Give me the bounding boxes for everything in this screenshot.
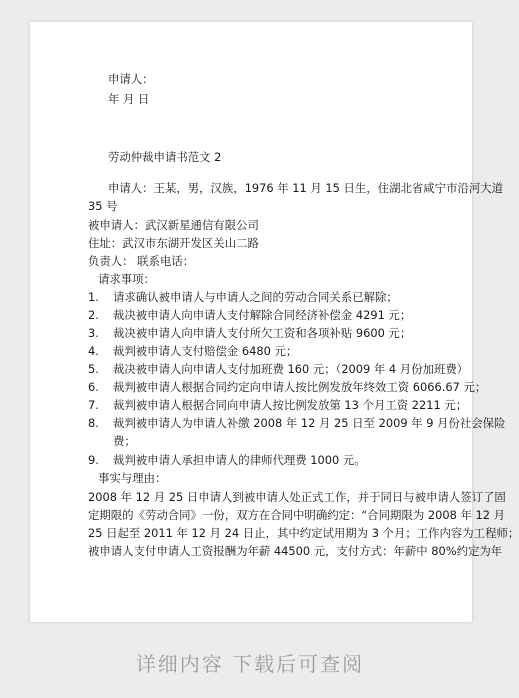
request-item-num: 9. (88, 453, 99, 467)
request-item-continuation: 费； (113, 434, 136, 448)
respondent-address: 住址：武汉市东湖开发区关山二路 (88, 236, 259, 250)
facts-heading: 事实与理由： (98, 471, 167, 485)
signature-date-label: 年 月 日 (108, 92, 150, 106)
download-hint[interactable]: 详细内容 下载后可查阅 (135, 652, 365, 676)
request-item-text: 裁决被申请人向申请人支付加班费 160 元；（2009 年 4 月份加班费） (113, 362, 469, 376)
request-item-num: 4. (88, 344, 99, 358)
facts-line: 定期限的《劳动合同》一份，双方在合同中明确约定：“合同期限为 2008 年 12 月 (88, 508, 505, 522)
facts-line: 25 日起至 2011 年 12 月 24 日止，其中约定试用期为 3 个月；工作内容为工程师； (88, 526, 519, 540)
applicant-line-2: 35 号 (88, 199, 118, 213)
request-item-text: 请求确认被申请人与申请人之间的劳动合同关系已解除； (113, 290, 398, 304)
request-item-text: 裁决被申请人向申请人支付解除合同经济补偿金 4291 元； (113, 308, 412, 322)
request-item-num: 5. (88, 362, 99, 376)
request-item-text: 裁判被申请人根据合同约定向申请人按比例发放年终效工资 6066.67 元； (113, 380, 487, 394)
respondent-name: 被申请人：武汉新星通信有限公司 (88, 218, 259, 232)
request-item-text: 裁判被申请人为申请人补缴 2008 年 12 月 25 日至 2009 年 9 月份社会保险 (113, 416, 506, 430)
request-item-text: 裁决被申请人向申请人支付所欠工资和各项补贴 9600 元； (113, 326, 412, 340)
request-item-num: 6. (88, 380, 99, 394)
requests-heading: 请求事项： (98, 272, 155, 286)
request-item-text: 裁判被申请人根据合同向申请人按比例发放第 13 个月工资 2211 元； (113, 398, 468, 412)
request-item-text: 裁判被申请人支付赔偿金 6480 元； (113, 344, 298, 358)
facts-line: 被申请人支付申请人工资报酬为年薪 44500 元，支付方式：年薪中 80%约定为年 (88, 544, 503, 558)
request-item-num: 3. (88, 326, 99, 340)
signature-applicant-label: 申请人： (108, 72, 154, 86)
applicant-line-1: 申请人：王某，男，汉族，1976 年 11 月 15 日生，住湖北省咸宁市沿河大道 (108, 181, 504, 195)
request-item-text: 裁判被申请人承担申请人的律师代理费 1000 元。 (113, 453, 366, 467)
request-item-num: 8. (88, 416, 99, 430)
request-item-num: 2. (88, 308, 99, 322)
request-item-num: 1. (88, 290, 99, 304)
document-title: 劳动仲裁申请书范文 2 (108, 150, 222, 164)
document-page (30, 22, 519, 622)
respondent-contact: 负责人： 联系电话： (88, 254, 195, 268)
facts-line: 2008 年 12 月 25 日申请人到被申请人处正式工作，并于同日与被申请人签订了固 (88, 490, 506, 504)
request-item-num: 7. (88, 398, 99, 412)
